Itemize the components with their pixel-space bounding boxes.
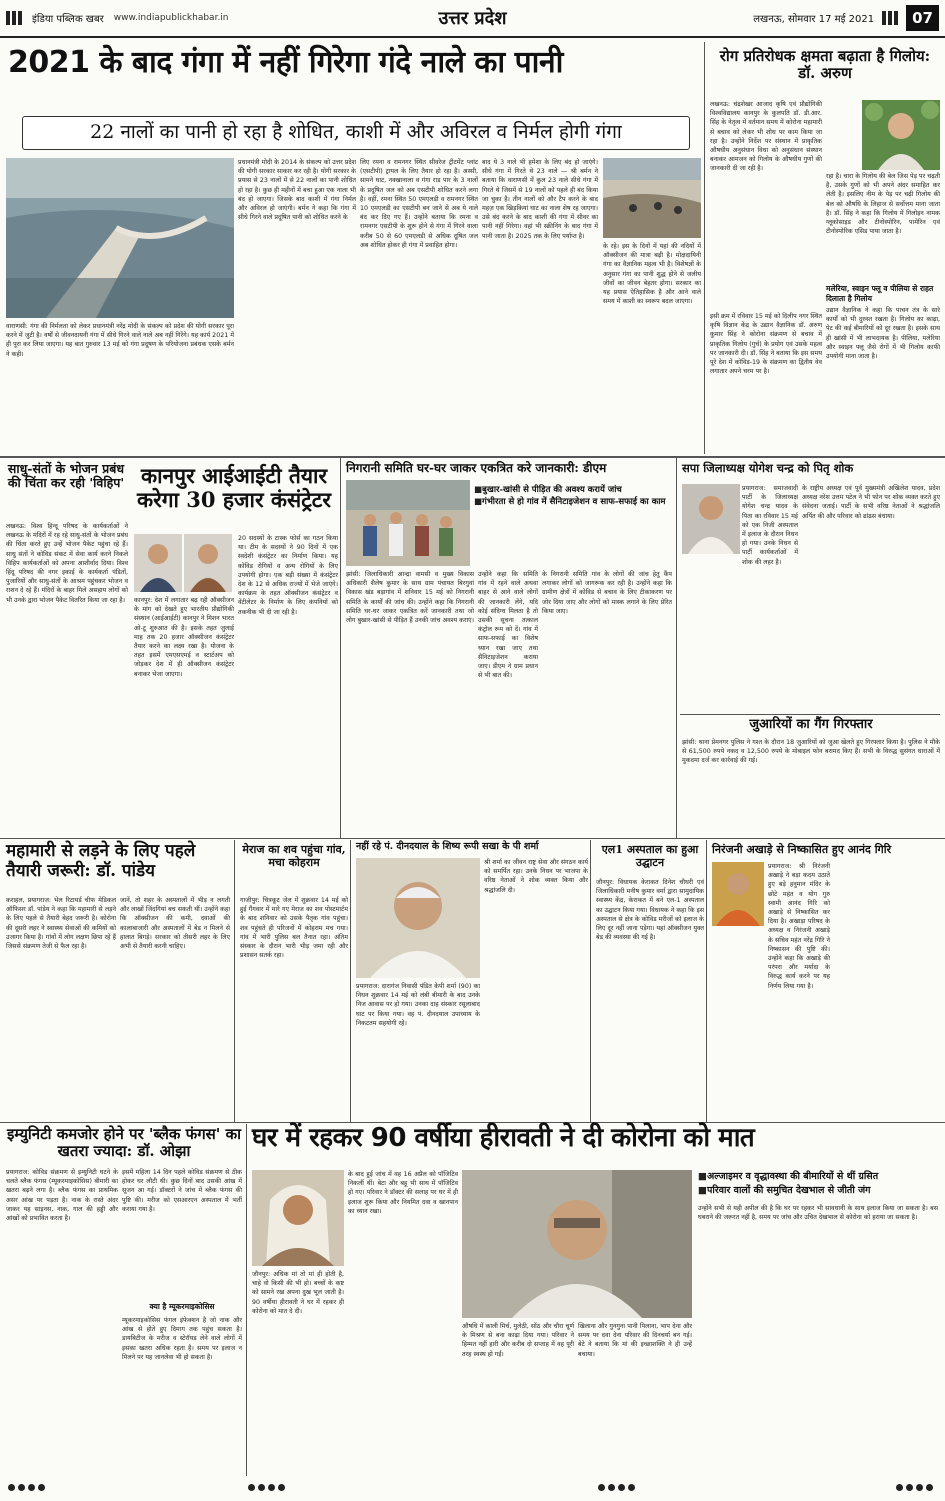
hirawati-headline: घर में रहकर 90 वर्षीया हीरावती ने दी कोरोना को मात [252,1123,755,1153]
iit-person-photo-1 [134,534,182,592]
column-rule [704,42,705,454]
nigrani-body-2: उन्होंने कहा कि समिति गांव में रहने वाले अथवा बाहर से आने वाले लोगों की जानकारी लेंगे, यदि कोई संदिग्ध मिलता है तो उसकी सूचना तत्काल कंट्रोल रूम को दें। गांव में साफ-सफाई का विशेष ध्यान रखा जाए तथा सैनिटाइजेशन कराया जाए। डीएम ने ग्राम प्रधान से भी बात की। [478,571,538,680]
sapa-body-2: के राष्ट्रीय अध्यक्ष एवं पूर्व मुख्यमंत्री अखिलेश यादव, प्रदेश अध्यक्ष नरेश उत्तम पटेल ने भी फोन पर शोक व्यक्त करते हुए संवेदना जताई। पार्टी के सभी वरिष्ठ नेताओं ने श्रद्धांजलि अर्पित की और परिवार को ढांढस बंधाया। [802,485,940,520]
anand-giri-photo [712,862,764,926]
sadhu-headline: साधु-संतों के भोजन प्रबंध की चिंता कर रही 'विहिप' [7,461,125,491]
fungus-subhead: क्या है म्यूकरमाइकोसिस [149,1302,215,1311]
column-rule [350,840,351,1122]
hirawati-bullets [698,1170,938,1198]
hirawati-bullet-2: ■ परिवार वालों की समुचित देखभाल से जीती जंग [698,1184,938,1198]
akhada-body-cont [834,862,940,1118]
lead-body-4: बाद ये 3 नाले भी हमेशा के लिए बंद हो जाएंगे। सीधे गंगा में गिरते थे 23 नाले — श्री बर्मन ने बताया कि वाराणसी में कुल 23 नाले सीधे गंगा में गिरते थे जिसमें से 19 नालों को पहले ही बंद किया जा चुका है। तीन नालों को और टैप करने के बाद महज़ एक खिड़कियां घाट का नाला शेष रह जाएगा। उसे बंद करने के बाद काशी की गंगा में सीवर का पानी नहीं गिरेगा। वहां भी स्क्रीनिंग के बाद गंगा में पानी जाता है। 2025 तक के लिए पर्याप्त है। [482,159,598,240]
hirawati-body-3: औषधि में काली मिर्च, मुलेठी, सोंठ और चौरा चूर्ण के मिश्रण से बना काढ़ा दिया गया। परिवार ने हिम्मत नहीं हारी और करीब दो सप्ताह में वह पूरी तरह स्वस्थ हो गईं। [462,1323,574,1358]
river-bank-photo [603,158,701,238]
hirawati-body-1: जौनपुर: अधिक मां तो मां ही होती है, चाहे वो किसी की भी हो। बच्चों के कष्ट को सामने रख अपना दुख भूल जाती है। 90 वर्षीया हीरावती ने घर में रहकर ही कोरोना को मात दे दी। [252,1271,344,1315]
lead-body-5: के रहे। इस के दिनों में यहां की नदियों में ऑक्सीजन की मात्रा बढ़ी है। मोक्षदायिनी गंगा का वैज्ञानिक महत्व भी है। विशेषज्ञों के अनुसार गंगा का पानी शुद्ध होने से जलीय जीवों का जीवन बेहतर होगा। सरकार का यह प्रयास ऐतिहासिक है और आने वाले समय में काशी का स्वरूप बदल जाएगा। [603,243,701,306]
page-number: 07 [906,5,939,31]
sadhu-body: लखनऊ: विश्व हिन्दू परिषद के कार्यकर्ताओं ने लखनऊ के मंदिरों में रह रहे साधु-संतों के भोजन प्रबंध की चिंता करते हुए उन्हें भोजन पैकेट पहुंचा रहे हैं। साधु संतों ने कोविड संकट में सेवा कार्य करने निकले विहिप कार्यकर्ताओं को अपना आशीर्वाद दिया। विश्व हिंदू परिषद की नगर इकाई के कार्यकर्ता पंडितों, पुजारियों और साधु-संतों के आश्रम पहुंचकर भोजन व राशन दे रहे हैं। मंदिरों के बाहर मिले असहाय लोगों को भी उनके द्वारा भोजन पैकेट वितरित किया जा रहा है। [6,523,128,604]
lead-body-3: लिए रमना व रामनगर स्थित सीवरेज ट्रीटमेंट प्लांट (एसटीपी) ट्रायल के लिए तैयार हो रहा है। अस्सी, सामने घाट, नक्खानाला व गंगा राड पार के 3 नालों के प्रदूषित जल को अब एसटीपी शोधित करने लगा है। वहीं, रमना स्थित 50 एमएलडी व रामनगर स्थित 10 एमएलडी का एसटीपी बन जाने से अब ये नाले बंद कर दिए गए हैं। उन्होंने बताया कि रमना व रामनगर एसटीपी के शुरू होने से गंगा में गिरने वाला करीब 50 से 60 एमएलडी से अधिक दूषित जल अब शोधित होकर ही गंगा में प्रवाहित होगा। [360,159,478,249]
nigrani-bullets [474,484,672,508]
giloy-body-3-lead [826,100,860,170]
publication-name: इंडिया पब्लिक खबर [32,14,104,25]
hirawati-photo [252,1170,344,1266]
akhada-headline: निरंजनी अखाड़े से निष्कासित हुए आनंद गिरि [712,843,892,856]
iit-person-photo-2 [184,534,232,592]
dr-arun-photo [862,100,940,170]
sapa-body-1b [682,582,798,712]
nigrani-bullet-2: ■ गंभीरता से हो गांव में सैनिटाइजेशन व साफ-सफाई का काम [474,496,672,508]
giloy-subhead: मलेरिया, स्वाइन फ्लू व पीलिया से राहत दिलाता है गिलोय [826,284,934,303]
column-rule [676,458,677,838]
footer-dots-right [896,1484,933,1491]
masthead-bars-icon-right [882,11,898,25]
column-rule [590,840,591,1122]
kp-sharma-photo [356,858,480,978]
giloy-body-1: लखनऊ: चंद्रशेखर आजाद कृषि एवं प्रौद्योगिकी विश्वविद्यालय कानपुर के कुलपति डॉ. डी.आर. सिंह के नेतृत्व में वर्तमान समय में कोरोना महामारी से बचाव को लेकर भी शोध पर काम किया जा रहा है। उन्होंने निर्देश पर संस्थान में प्राकृतिक औषधीय अनुसंधान विधा को अनुसंधान संस्थान बनाकर आमजन को गिलोय के औषधीय गुणों की जानकारी दी जा रही है। [710,101,822,173]
fungus-body-3: म्यूकरमाइकोसिस फंगल इंफेक्शन है जो नाक और आंख से होते हुए दिमाग तक पहुंच सकता है। डायबिटीज के मरीज व स्टेरॉयड लेने वाले लोगों में इसका खतरा अधिक रहता है। समय पर इलाज न मिलने पर यह जानलेवा भी हो सकता है। [122,1317,242,1361]
giloy-body-3: रहा है। चारा के गिलोय की बेल जिस पेड़ पर चढ़ती है, उसके गुणों को भी अपने अंदर समाहित कर लेती है। इसलिए नीम के पेड़ पर चढ़ी गिलोय की बेल को औषधि के लिहाज से सर्वोत्तम माना जाता है। डॉ. सिंह ने कहा कि गिलोय में गिलोइन नामक ग्लूकोसाइड और टीनोस्पोरिन, पामेरिन एवं टीनोस्पोरिक एसिड पाया जाता है। [826,173,940,236]
juari-body: झांसी: थाना प्रेमनगर पुलिस ने गश्त के दौरान 18 जुआरियों को जुआ खेलते हुए गिरफ्तार किया है। पुलिस ने मौके से 61,500 रुपये नकद व 12,500 रुपये के मोबाइल फोन बरामद किए हैं। सभी के विरुद्ध सुसंगत धाराओं में मुकदमा दर्ज कर कार्रवाई की गई। [682,739,940,765]
deendayal-headline: नहीं रहे पं. दीनदयाल के शिष्य रूपी सखा के पी शर्मा [356,841,539,852]
section-divider [0,456,945,458]
nigrani-bullet-1: ■ बुखार-खांसी से पीड़ित की अवश्य करायें जांच [474,484,672,496]
hirawati-bullet-1: ■ अल्जाइमर व वृद्धावस्था की बीमारियों से थीं ग्रसित [698,1170,938,1184]
column-rule [234,840,235,1122]
masthead-left [0,11,348,25]
column-rule [246,1124,247,1476]
sapa-headline: सपा जिलाध्यक्ष योगेश चन्द्र को पितृ शोक [682,461,854,475]
fungus-body-1: प्रयागराज: कोविड संक्रमण से इम्युनिटी घटने के चलते ब्लैक फंगस (म्यूकरमाइकोसिस) बीमारी का खतरा बढ़ने लगा है। ब्लैक फंगस का प्राथमिक असर आंख पर पड़ता है। नाक के रास्ते अंदर जाकर यह साइनस, नाक, गाल की हड्डी और आंखों को प्रभावित करता है। [6,1169,118,1223]
mahamari-body-2: जानें, तो शहर के अस्पतालों में भीड़ न लगती और लाखों जिंदगियां बच सकती थीं। उन्होंने कहा कि ऑक्सीजन की कमी, दवाओं की कालाबाजारी और अस्पतालों में बेड न मिलने से हालात बिगड़े। सरकार को तीसरी लहर के लिए अभी से तैयारी करनी चाहिए। [120,897,230,951]
date-line: लखनऊ, सोमवार 17 मई 2021 [753,14,875,25]
dm-inspection-photo [346,480,470,566]
hirawati-body-4: खिलाना और गुनगुना पानी पिलाना, भाप देना और समय पर दवा देना परिवार की दिनचर्या बन गई। बेटे ने बताया कि मां की इच्छाशक्ति ने ही उन्हें बचाया। [578,1323,692,1358]
nigrani-body-1: झांसी: जिलाधिकारी आन्द्रा वामसी व मुख्य विकास अधिकारी शैलेष कुमार के साथ ग्राम पंचायत बिरगुवां विकास खंड बड़ागांव में शनिवार 15 मई को निगरानी समिति के कार्यों की जांच की। उन्होंने कहा कि निगरानी समिति घर-घर जाकर एकत्रित करें जानकारी तथा जो लोग बुखार-खांसी से पीड़ित हैं उनकी जांच अवश्य कराएं। [346,571,474,625]
footer-dots-left [8,1484,45,1491]
kanpur-body-2: 20 सदस्यों के टास्क फोर्स का गठन किया था। टीम के सदस्यों ने 90 दिनों में एक स्वदेशी कंसंट्रेटर का निर्माण किया। यह कोविड रोगियों व अन्य रोगियों के लिए उपयोगी होगा। एक बड़ी संख्या में कंसंट्रेटर देश के 12 से अधिक राज्यों में भेजे जाएंगे। कार्यक्रम के तहत ऑक्सीजन कंसंट्रेटर व वेंटीलेटर के निर्माण के लिए कंपनियों को तकनीक भी दी जा रही है। [238,535,338,616]
lead-headline: 2021 के बाद गंगा में नहीं गिरेगा गंदे नाले का पानी [8,45,563,80]
l1-body: जौनपुर: विधायक केराकत दिनेश चौधरी एवं जिलाधिकारी मनीष कुमार वर्मा द्वारा सामुदायिक स्वास्थ्य केंद्र, केराकत में बने एल-1 अस्पताल का उद्घाटन किया गया। विधायक ने कहा कि इस अस्पताल से क्षेत्र के कोविड मरीजों को इलाज के लिए दूर नहीं जाना पड़ेगा। यहां ऑक्सीजन युक्त बेड की व्यवस्था की गई है। [596,879,704,942]
kanpur-headline: कानपुर आईआईटी तैयार करेगा 30 हजार कंसंट्रेटर [137,463,331,513]
giloy-body-4: उद्यान वैज्ञानिक ने कहा कि पाचन तंत्र के सारे कार्यों को भी दुरुस्त रखता है। गिलोय का काढ़ा, पेट की कई बीमारियों को दूर रखता है। इसके साथ ही खांसी में भी लाभदायक है। पीलिया, मलेरिया और स्वाइन फ्लू जैसे रोगों में भी गिलोय काफी उपयोगी माना जाता है। [826,307,940,361]
masthead [0,0,945,38]
nigrani-body-3: के निगरानी समिति गांव के लोगों की जांच हेतु कैंप लगाकर लोगों को जागरूक कर रही है। उन्होंने कहा कि ग्रामीण क्षेत्रों में कोविड से बचाव के लिए टीकाकरण पर जोर दिया जाए और लोगों को मास्क लगाने के लिए प्रेरित किया जाए। [542,571,672,615]
column-rule [706,840,707,1122]
nigrani-headline: निगरानी समिति घर-घर जाकर एकत्रित करे जानकारी: डीएम [346,461,607,475]
ganga-drain-photo [6,158,234,318]
footer-dots-mid-2 [598,1484,635,1491]
masthead-right [598,5,945,31]
akhada-body: प्रयागराज: श्री निरंजनी अखाड़े ने बड़ा कदम उठाते हुए बड़े हनुमान मंदिर के छोटे महंत व योग गुरु स्वामी आनंद गिरि को अखाड़े से निष्कासित कर दिया है। अखाड़ा परिषद के अध्यक्ष व निरंजनी अखाड़े के सचिव महंत नरेंद्र गिरि ने निष्कासन की पुष्टि की। उन्होंने कहा कि अखाड़े की परंपरा और मर्यादा के विरुद्ध कार्य करने पर यह निर्णय लिया गया है। [768,863,830,990]
l1-headline: एल1 अस्पताल का हुआ उद्घाटन [601,843,699,869]
fungus-headline: इम्युनिटी कमजोर होने पर 'ब्लैक फंगस' का खतरा ज्यादा: डॉ. ओझा [6,1125,242,1161]
meraj-headline: मेराज का शव पहुंचा गांव, मचा कोहराम [242,843,346,869]
family-member-photo [462,1170,692,1318]
column-rule [340,458,341,838]
fungus-body-2: इसमें महिला 14 दिन पहले कोविड संक्रमण से ठीक होकर घर लौटी थी। कुछ दिनों बाद उसकी आंख में सूजन आ गई। डॉक्टरों ने जांच में ब्लैक फंगस की पुष्टि की। मरीज को एसआरएन अस्पताल में भर्ती कराया गया है। [122,1169,242,1213]
footer-dots-mid-1 [248,1484,285,1491]
hirawati-body-2: के बाद हुई जांच में वह 16 अप्रैल को पॉजिटिव निकलीं थीं। बेटा और बहू भी साथ में पॉजिटिव हो गए। परिवार ने डॉक्टर की सलाह पर घर में ही इलाज शुरू किया और नियमित दवा व खानपान का ध्यान रखा। [348,1171,458,1215]
mahamari-headline: महामारी से लड़ने के लिए पहले तैयारी जरूरी: डॉ. पांडेय [6,841,196,881]
section-divider [0,838,945,839]
deendayal-body-1: प्रयागराज: दारागंज निवासी पंडित केपी शर्मा (90) का निधन शुक्रवार 14 मई को लंबी बीमारी के बाद उनके निज आवास पर हो गया। उनका दाह संस्कार रसूलाबाद घाट पर किया गया। वह पं. दीनदयाल उपाध्याय के निकटतम सहयोगी रहे। [356,983,480,1027]
website-url[interactable]: www.indiapublickhabar.in [113,13,229,23]
meraj-body: गाजीपुर: चित्रकूट जेल में शुक्रवार 14 मई को हुई गैंगवार में मारे गए मेराज का शव पोस्टमार्टम के बाद शनिवार को उसके पैतृक गांव पहुंचा। शव पहुंचते ही परिजनों में कोहराम मच गया। गांव में भारी पुलिस बल तैनात रहा। अंतिम संस्कार के दौरान भारी भीड़ जमा रही और प्रशासन सतर्क रहा। [240,897,348,960]
deendayal-body-2: श्री शर्मा का जीवन राष्ट्र सेवा और संगठन कार्य को समर्पित रहा। उनके निधन पर भाजपा के वरिष्ठ नेताओं ने शोक व्यक्त किया और श्रद्धांजलि दी। [484,859,588,894]
sapa-body-1: प्रयागराज: समाजवादी पार्टी के जिलाध्यक्ष योगेश चन्द्र यादव के पिता का रविवार 15 मई को एक निजी अस्पताल में इलाज के दौरान निधन हो गया। उनके निधन से पार्टी कार्यकर्ताओं में शोक की लहर है। [742,485,798,566]
lead-body-1: वाराणसी: गंगा की निर्मलता को लेकर प्रधानमंत्री नरेंद्र मोदी के संकल्प को प्रदेश की योगी सरकार पूरा करने में जुटी है। वर्षों से जीवनदायनी गंगा में सीधे गिरने वाले नाले अब नहीं गिरेंगे। यह कार्य 2021 में ही पूरा कर लिया जाएगा। यह बात गुरुवार 13 मई को गंगा प्रदूषण के परियोजना प्रबंधक एसके बर्मन ने कही। [6,323,234,358]
juari-headline: जुआरियों का गैंग गिरफ्तार [749,717,873,732]
section-divider [680,714,940,715]
yogesh-chandra-photo [682,484,740,554]
giloy-body-2: इसी क्रम में रविवार 15 मई को दिलीप नगर स्थित कृषि विज्ञान केंद्र के उद्यान वैज्ञानिक डॉ. अरुण कुमार सिंह ने कोरोना संक्रमण से बचाव में प्राकृतिक गिलोय (गुर्च) के प्रयोग एवं उसके महत्व पर जानकारी दी। डॉ. सिंह ने बताया कि इस समय पूरे देश में कोविड-19 के संक्रमण का द्वितीय वेव लगातार अपने चरम पर है। [710,313,822,376]
lead-body-2: प्रधानमंत्री मोदी के 2014 के संकल्प को उत्तर प्रदेश की योगी सरकार साकार कर रही है। योगी सरकार के प्रयास से 23 नालों में से 22 नालों का पानी शोधित हो रहा है। कुछ ही महीनों में बचा हुआ एक नाला भी बंद हो जाएगा। जिसके बाद काशी में गंगा निर्मल और अविरल हो जाएंगी। बर्मन ने कहा कि गंगा में सीधे गिरने वाले प्रदूषित पानी को शोधित करने के [238,159,356,222]
hirawati-body-5: उन्होंने सभी से यही अपील की है कि घर पर रहकर भी सावधानी के साथ इलाज किया जा सकता है। बस घबराने की जरूरत नहीं है, समय पर जांच और उचित देखभाल से कोरोना को हराया जा सकता है। [698,1205,938,1222]
giloy-headline: रोग प्रतिरोधक क्षमता बढ़ाता है गिलोय: डॉ. अरुण [719,47,931,83]
lead-kicker: 22 नालों का पानी हो रहा है शोधित, काशी में और अविरल व निर्मल होगी गंगा [22,116,690,150]
masthead-bars-icon [6,11,22,25]
section-title: उत्तर प्रदेश [438,8,507,29]
mahamari-body-1: कराहल, प्रयागराज: भेल रिटायर्ड चीफ मेडिकल ऑफिसर डॉ. पांडेय ने कहा कि महामारी से लड़ने के लिए पहले से तैयारी बेहद जरूरी है। कोरोना की दूसरी लहर ने स्वास्थ्य सेवाओं की कमियों को उजागर किया है। गांवों में लोग लक्षण छिपा रहे हैं जिससे संक्रमण तेजी से फैल रहा है। [6,897,116,951]
kanpur-body-1: कानपुर: देश में लगातार बढ़ रही ऑक्सीजन के मांग को देखते हुए भारतीय प्रौद्योगिकी संस्थान (आईआईटी) कानपुर ने मिशन भारत ओ-टू शुरुआत की है। इसके तहत जुलाई माह तक 20 हजार ऑक्सीजन कंसंट्रेटर तैयार करने का लक्ष्य रखा है। योजना के तहत इसमें एमएसएमई व स्टार्टअप को जोड़कर देश में ही ऑक्सीजन कंसंट्रेटर बनाकर भेजा जाएगा। [134,597,234,678]
